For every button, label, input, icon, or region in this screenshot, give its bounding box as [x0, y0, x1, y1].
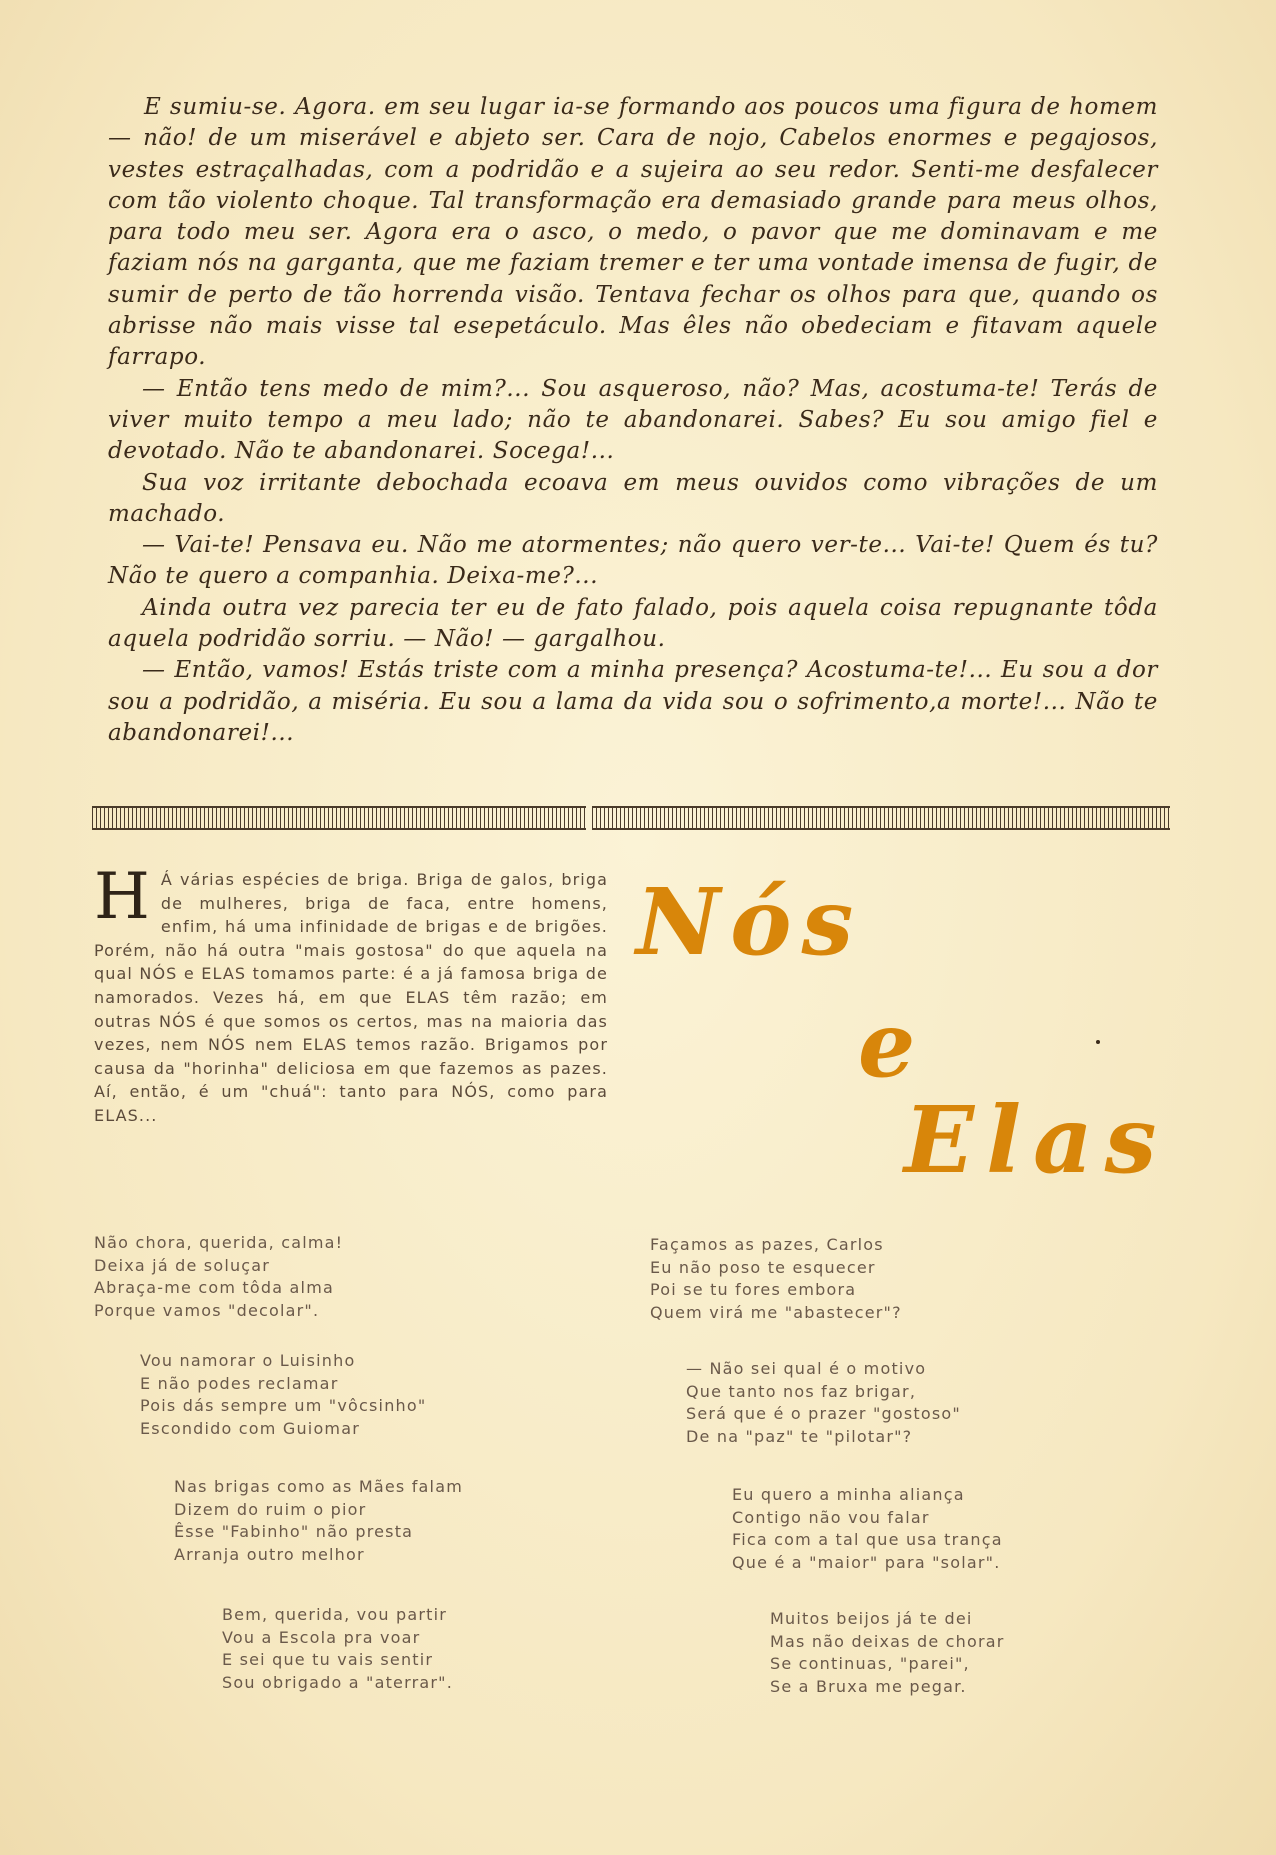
story-paragraph: — Vai-te! Pensava eu. Não me atormentes; não quero ver-te... Vai-te! Quem és tu? Não te quero a companhia. Deixa-me?...	[108, 532, 1158, 590]
poem-line: Pois dás sempre um "vôcsinho"	[140, 1396, 427, 1415]
poem-line: Porque vamos "decolar".	[94, 1300, 320, 1320]
poem-line: E não podes reclamar	[140, 1373, 339, 1393]
poem-line: E sei que tu vais sentir	[222, 1650, 434, 1669]
poem-line: Eu quero a minha aliança	[732, 1485, 965, 1504]
poem-right-stanza-2	[686, 1358, 961, 1448]
poem-right-stanza-3	[732, 1484, 1003, 1574]
poem-line: Abraça-me com tôda alma	[94, 1278, 334, 1297]
poem-line: Eu não poso te esquecer	[650, 1257, 876, 1277]
story-paragraph: — Então, vamos! Estás triste com a minha presença? Acostuma-te!... Eu sou a dor sou a podridão, a miséria. Eu sou a lama da vida sou o sofrimento,a morte!... Não te abandonarei!...	[108, 657, 1158, 746]
poem-line: Nas brigas como as Mães falam	[174, 1477, 463, 1496]
poem-line: Poi se tu fores embora	[650, 1280, 857, 1299]
poem-line: Se a Bruxa me pegar.	[770, 1676, 967, 1696]
poem-line: Muitos beijos já te dei	[770, 1609, 973, 1628]
poem-line: Não chora, querida, calma!	[94, 1233, 344, 1252]
poem-line: Que tanto nos faz brigar,	[686, 1381, 917, 1401]
poem-line: Vou a Escola pra voar	[222, 1627, 421, 1647]
poem-line: Vou namorar o Luisinho	[140, 1351, 356, 1370]
poem-right-stanza-1	[650, 1234, 902, 1324]
poem-line: Dizem do ruim o pior	[174, 1499, 367, 1519]
story-paragraph: Ainda outra vez parecia ter eu de fato falado, pois aquela coisa repugnante tôda aquela podridão sorriu. — Não! — gargalhou.	[108, 594, 1158, 653]
poem-line: Arranja outro melhor	[174, 1544, 365, 1564]
article-title-elas: Elas	[904, 1086, 1169, 1194]
poem-left-stanza-4	[222, 1604, 453, 1694]
poem-line: — Não sei qual é o motivo	[686, 1359, 927, 1378]
poem-line: Mas não deixas de chorar	[770, 1631, 1005, 1651]
poem-line: Bem, querida, vou partir	[222, 1605, 447, 1624]
poem-left-stanza-2	[140, 1350, 426, 1440]
ink-dot	[1096, 1040, 1100, 1044]
poem-line: Que é a "maior" para "solar".	[732, 1552, 1001, 1572]
poem-line: Façamos as pazes, Carlos	[650, 1235, 884, 1254]
poem-line: Êsse "Fabinho" não presta	[174, 1522, 414, 1541]
poem-line: Se continuas, "parei",	[770, 1654, 970, 1673]
story-text	[108, 92, 1158, 749]
story-paragraph: — Então tens medo de mim?... Sou asqueroso, não? Mas, acostuma-te! Terás de viver muito tempo a meu lado; não te abandonarei. Sabes? Eu sou amigo fiel e devotado. Não te abandonarei. Socega!...	[108, 375, 1158, 465]
poem-line: De na "paz" te "pilotar"?	[686, 1426, 913, 1446]
intro-text: Á várias espécies de briga. Briga de galos, briga de mulheres, briga de faca, entre homens, enfim, há uma infinidade de brigas e de brigões. Porém, não há outra "mais gostosa" do que aquela na qual NÓS e ELAS tomamos parte: é a já famosa briga de namorados. Vezes há, em que ELAS têm razão; em outras NÓS é que somos os certos, mas na maioria das vezes, nem NÓS nem ELAS temos razão. Brigamos por causa da "horinha" deliciosa em que fazemos as pazes. Aí, então, é um "chuá": tanto para NÓS, como para ELAS...	[94, 870, 608, 1125]
article-title-e: e	[858, 992, 926, 1098]
poem-line: Fica com a tal que usa trança	[732, 1530, 1003, 1549]
poem-line: Contigo não vou falar	[732, 1507, 930, 1527]
poem-line: Será que é o prazer "gostoso"	[686, 1404, 961, 1423]
story-paragraph: Sua voz irritante debochada ecoava em meus ouvidos como vibrações de um machado.	[108, 469, 1158, 527]
ornamental-divider-right	[592, 806, 1170, 830]
poem-line: Quem virá me "abastecer"?	[650, 1302, 902, 1322]
poem-line: Escondido com Guiomar	[140, 1418, 361, 1438]
poem-right-stanza-4	[770, 1608, 1005, 1698]
poem-left-stanza-1	[94, 1232, 343, 1322]
poem-left-stanza-3	[174, 1476, 463, 1566]
story-paragraph: E sumiu-se. Agora. em seu lugar ia-se formando aos poucos uma figura de homem — não! de um miserável e abjeto ser. Cara de nojo, Cabelos enormes e pegajosos, vestes estraçalhadas, com a podridão e a sujeira ao seu redor. Senti-me desfalecer com tão violento choque. Tal transformação era demasiado grande para meus olhos, para todo meu ser. Agora era o asco, o medo, o pavor que me dominavam e me faziam nós na garganta, que me faziam tremer e ter uma vontade imensa de fugir, de sumir de perto de tão horrenda visão. Tentava fechar os olhos para que, quando os abrisse não mais visse tal esepetáculo. Mas êles não obedeciam e fitavam aquele farrapo.	[108, 94, 1158, 371]
drop-cap: H	[94, 860, 151, 934]
poem-line: Sou obrigado a "aterrar".	[222, 1672, 454, 1692]
article-intro	[94, 860, 608, 1128]
poem-line: Deixa já de soluçar	[94, 1255, 271, 1275]
ornamental-divider-left	[92, 806, 586, 830]
article-title-nos: Nós	[636, 868, 864, 976]
